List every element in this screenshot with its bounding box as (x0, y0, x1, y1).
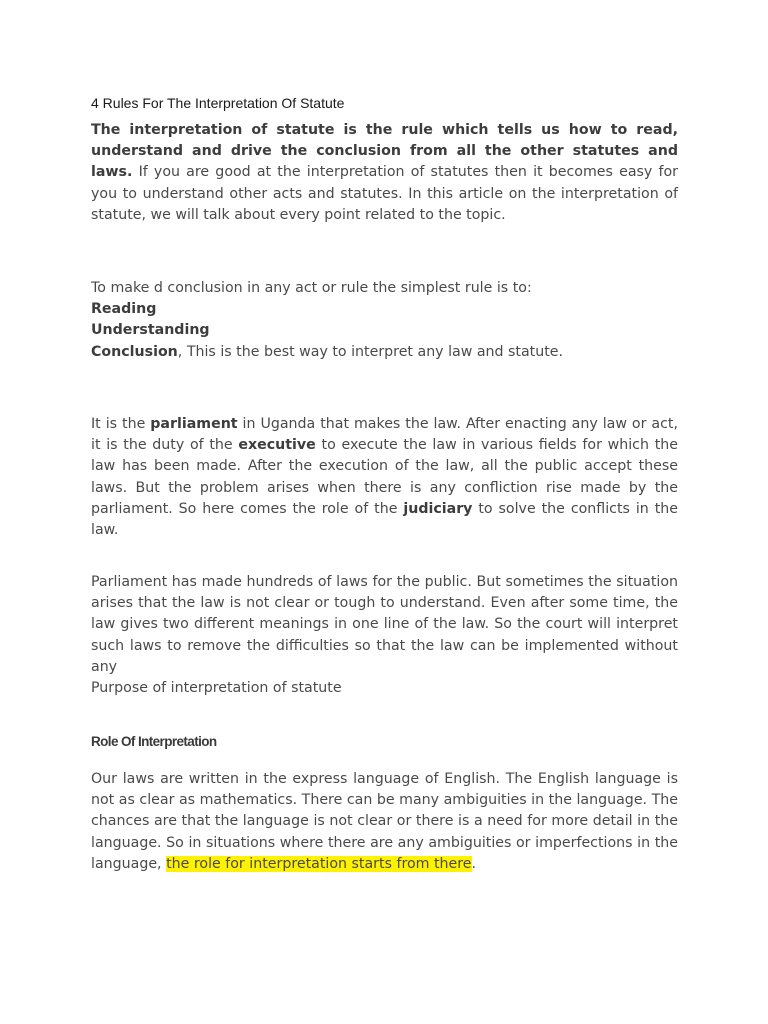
step-reading: Reading (91, 301, 157, 318)
step-conclusion: Conclusion (91, 343, 178, 360)
step-conclusion-text: , This is the best way to interpret any law and statute. (177, 343, 564, 360)
steps-intro: To make d conclusion in any act or rule the simplest rule is to: (91, 280, 532, 296)
language-end: . (471, 855, 477, 872)
step-understanding: Understanding (91, 322, 210, 339)
intro-text: If you are good at the interpretation of statutes then it becomes easy for you to understand other acts and statutes. In this article on the interpretation of statute, we will talk about every point related to the topic. (91, 164, 678, 223)
intro-paragraph (91, 120, 678, 226)
executive-term: executive (238, 437, 316, 454)
roles-text-3: to execute the law in various fields for which the law has been made. After the execution of the law, all the public accept these laws. But the problem arises when there is any confliction rise made by the parliament. So here comes the role of the (91, 437, 678, 517)
roles-text-1: It is the (91, 416, 151, 432)
steps-paragraph (91, 278, 678, 363)
section-heading: Role Of Interpretation (91, 734, 217, 749)
purpose-line: Purpose of interpretation of statute (91, 680, 342, 697)
roles-text-2: in Uganda that makes the law. After enacting any law or act, it is the duty of the (91, 416, 678, 454)
roles-text-4: to solve the conflicts in the law. (91, 500, 679, 539)
language-paragraph (91, 769, 678, 875)
parliament-term: parliament (150, 416, 238, 432)
page-title: 4 Rules For The Interpretation Of Statute (91, 95, 345, 111)
parliament-paragraph (91, 572, 678, 699)
intro-bold-text: The interpretation of statute is the rule which tells us how to read, understand and drive the conclusion from all the other statutes and laws. (91, 122, 678, 181)
parliament-text: Parliament has made hundreds of laws for the public. But sometimes the situation arises that the law is not clear or tough to understand. Even after some time, the law gives two different meanings in one line of the law. So the court will interpret such laws to remove the difficulties so that the law can be implemented without any (91, 574, 678, 675)
judiciary-term: judiciary (403, 500, 473, 517)
language-text: Our laws are written in the express language of English. The English language is not as clear as mathematics. There can be many ambiguities in the language. The chances are that the language is not clear or there is a need for more detail in the language. So in situations where there are any ambiguities or imperfections in the language, (91, 771, 678, 872)
roles-paragraph (91, 414, 678, 541)
highlighted-text: the role for interpretation starts from there (166, 855, 472, 872)
